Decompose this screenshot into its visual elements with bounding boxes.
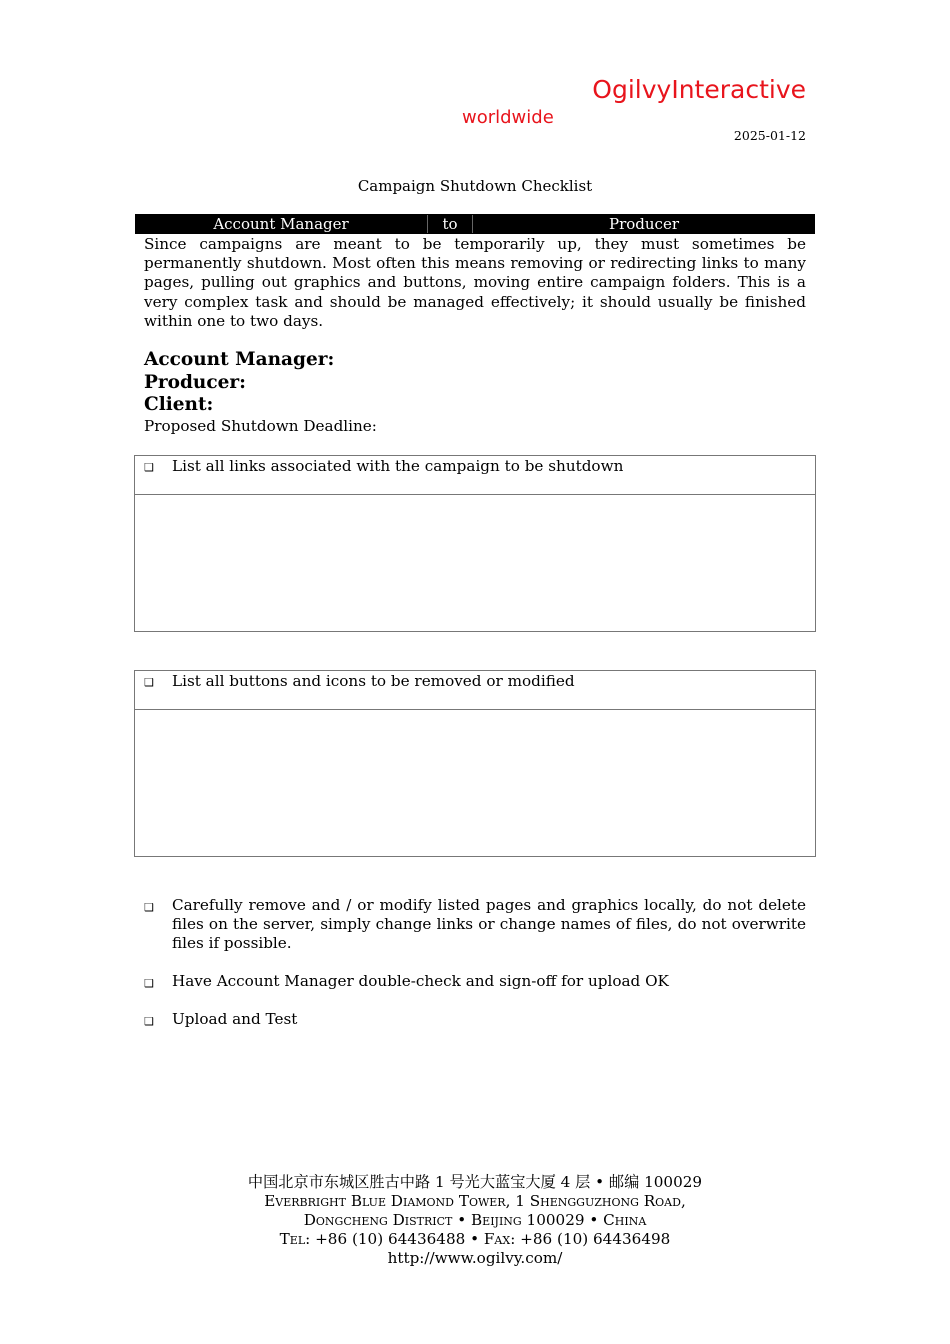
routing-to: Producer — [608, 215, 679, 233]
buttons-box-entry-area[interactable] — [135, 710, 815, 856]
routing-bar — [135, 214, 815, 234]
list-item — [144, 1010, 806, 1029]
buttons-box — [134, 670, 816, 857]
checkbox-icon[interactable]: ❑ — [144, 676, 154, 689]
routing-to-word: to — [442, 215, 458, 233]
list-item — [144, 896, 806, 954]
buttons-box-header — [135, 671, 815, 710]
footer-address-line2: Dongcheng District • Beijing 100029 • China — [303, 1211, 647, 1229]
brand-tagline: worldwide — [462, 107, 554, 128]
footer-website-link[interactable]: http://www.ogilvy.com/ — [387, 1249, 563, 1267]
intro-paragraph: Since campaigns are meant to be temporarily up, they must sometimes be permanently shutdown. Most often this means removing or redirecting links to many pages, pulling out graphics and buttons, moving entire campaign folders. This is a very complex task and should be managed effectively; it should usually be finished within one to two days. — [144, 235, 806, 330]
checkbox-icon[interactable]: ❑ — [144, 977, 154, 990]
checkbox-icon[interactable]: ❑ — [144, 901, 154, 914]
field-deadline: Proposed Shutdown Deadline: — [144, 417, 377, 435]
links-box — [134, 455, 816, 632]
routing-from: Account Manager — [213, 215, 349, 233]
checkbox-icon[interactable]: ❑ — [144, 1015, 154, 1028]
field-producer: Producer: — [144, 372, 246, 393]
footer-phone-fax: Tel: +86 (10) 64436488 • Fax: +86 (10) 64436498 — [279, 1230, 671, 1248]
list-item — [144, 972, 806, 991]
step-text: Upload and Test — [172, 1010, 298, 1028]
footer-address-line1: Everbright Blue Diamond Tower, 1 Shengguzhong Road, — [264, 1192, 686, 1210]
links-box-label: List all links associated with the campaign to be shutdown — [172, 457, 624, 475]
checkbox-icon[interactable]: ❑ — [144, 461, 154, 474]
step-text: Have Account Manager double-check and sign-off for upload OK — [172, 972, 669, 990]
step-text: Carefully remove and / or modify listed pages and graphics locally, do not delete files on the server, simply change links or change names of files, do not overwrite files if possible. — [172, 896, 806, 953]
field-client: Client: — [144, 394, 214, 415]
links-box-entry-area[interactable] — [135, 495, 815, 631]
document-date: 2025-01-12 — [733, 128, 806, 143]
footer-address-chinese: 中国北京市东城区胜古中路 1 号光大蓝宝大厦 4 层 • 邮编 100029 — [247, 1173, 703, 1191]
brand-logo: OgilvyInteractive — [592, 75, 806, 104]
field-account-manager: Account Manager: — [144, 349, 335, 370]
links-box-header — [135, 456, 815, 495]
buttons-box-label: List all buttons and icons to be removed or modified — [172, 672, 575, 690]
document-title: Campaign Shutdown Checklist — [357, 177, 593, 195]
